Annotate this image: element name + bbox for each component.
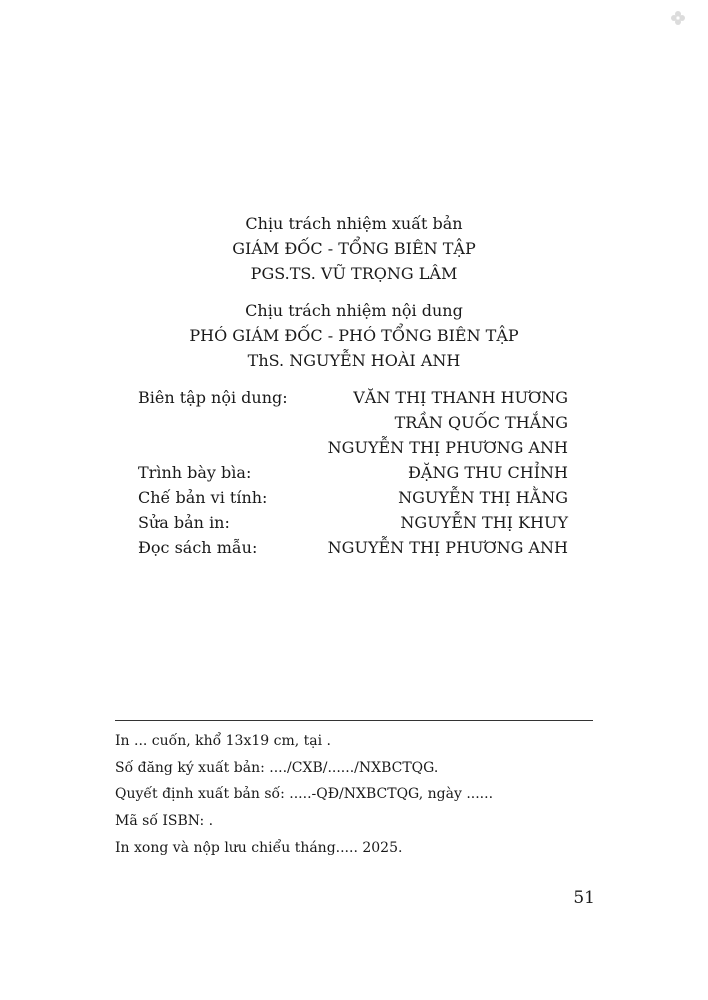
credit-name: NGUYỄN THỊ KHUY [400, 513, 568, 532]
credit-row [138, 485, 568, 510]
credit-row [138, 410, 568, 435]
credit-name: ĐẶNG THU CHỈNH [408, 463, 568, 482]
imprint-line: Mã số ISBN: . [115, 813, 214, 830]
publisher-heading: Chịu trách nhiệm xuất bản [245, 214, 463, 233]
imprint-line: In ... cuốn, khổ 13x19 cm, tại . [115, 733, 331, 749]
credit-role: Trình bày bìa: [138, 463, 252, 482]
imprint-block [115, 728, 595, 861]
credit-role: Chế bản vi tính: [138, 488, 268, 507]
credit-name: NGUYỄN THỊ PHƯƠNG ANH [327, 538, 568, 557]
imprint-line: Số đăng ký xuất bản: ..../CXB/....../NXBCTQG. [115, 759, 439, 776]
content-name: ThS. NGUYỄN HOÀI ANH [247, 351, 461, 370]
credit-name: TRẦN QUỐC THẮNG [394, 413, 568, 432]
credit-row [138, 460, 568, 485]
flower-icon [670, 10, 686, 26]
credit-row [138, 435, 568, 460]
credit-name: NGUYỄN THỊ PHƯƠNG ANH [327, 438, 568, 457]
credit-role: Đọc sách mẫu: [138, 538, 258, 557]
content-heading: Chịu trách nhiệm nội dung [245, 301, 463, 320]
divider-rule [115, 720, 593, 721]
credit-role: Sửa bản in: [138, 513, 230, 532]
page-number: 51 [573, 888, 595, 908]
content-responsibility-block [0, 298, 708, 373]
credit-row [138, 385, 568, 410]
publisher-title: GIÁM ĐỐC - TỔNG BIÊN TẬP [232, 239, 476, 258]
credit-role: Biên tập nội dung: [138, 388, 288, 407]
credit-name: VĂN THỊ THANH HƯƠNG [353, 388, 568, 407]
credit-row [138, 510, 568, 535]
publisher-responsibility-block [0, 211, 708, 286]
imprint-line: In xong và nộp lưu chiểu tháng..... 2025. [115, 839, 403, 856]
credit-row [138, 535, 568, 560]
credit-name: NGUYỄN THỊ HẰNG [398, 488, 568, 507]
content-title: PHÓ GIÁM ĐỐC - PHÓ TỔNG BIÊN TẬP [189, 326, 519, 345]
imprint-line: Quyết định xuất bản số: .....-QĐ/NXBCTQG, ngày ...... [115, 786, 494, 803]
publisher-name: PGS.TS. VŨ TRỌNG LÂM [250, 264, 458, 283]
credits-list [138, 385, 568, 560]
